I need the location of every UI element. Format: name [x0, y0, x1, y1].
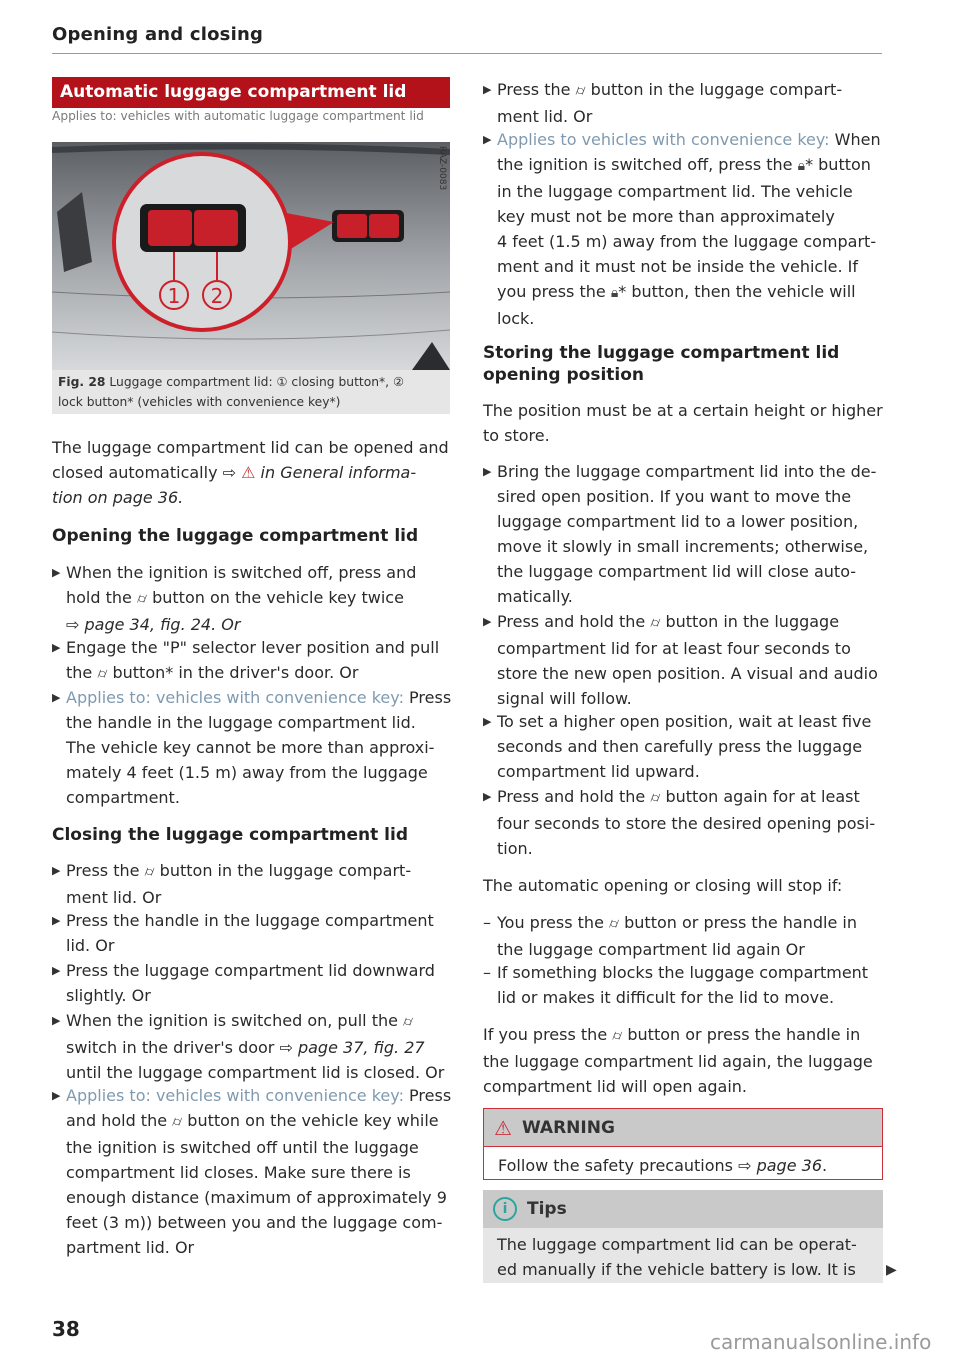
closing-bullet-1: ▶ Press the ⌭ button in the luggage compart- ment lid. Or [52, 858, 452, 910]
lid-icon: ⌭ [650, 615, 661, 631]
bullet-arrow-icon: ▶ [52, 1014, 61, 1027]
section-applies: Applies to: vehicles with automatic luggage compartment lid [52, 109, 424, 123]
page-header [52, 24, 882, 54]
intro-paragraph: The luggage compartment lid can be opened and closed automatically ⇨ ⚠ in General informa- tion on page 36. [52, 438, 449, 507]
tips-box [483, 1190, 883, 1283]
lid-icon: ⌭ [612, 1028, 623, 1044]
info-icon: i [493, 1197, 517, 1221]
warning-icon: ⚠ [241, 463, 256, 482]
lid-2x-icon: ⌭ [172, 1114, 183, 1130]
bullet-arrow-icon: ▶ [483, 133, 492, 146]
bullet-arrow-icon: ▶ [52, 691, 61, 704]
bullet-arrow-icon: ▶ [52, 641, 61, 654]
opening-bullet-3: ▶ Applies to: vehicles with convenience key: Press the handle in the luggage compartment lid. The vehicle key cannot be more than approxi- mately 4 feet (1.5 m) away from the luggage compartment. [52, 685, 452, 810]
figure-caption-text: Luggage compartment lid: ① closing button*, ② [109, 375, 405, 389]
section-title-bar: Automatic luggage compartment lid [52, 77, 450, 108]
bullet-arrow-icon: ▶ [52, 566, 61, 579]
figure-28 [52, 142, 450, 414]
lid-icon: ⌭ [575, 83, 586, 99]
bullet-arrow-icon: ▶ [483, 83, 492, 96]
figure-code: RAZ-0083 [437, 146, 447, 191]
bullet-arrow-icon: ▶ [483, 790, 492, 803]
storing-paragraph: The position must be at a certain height or higher to store. [483, 401, 883, 445]
final-paragraph: If you press the ⌭ button or press the handle in the luggage compartment lid again, the luggage compartment lid will open again. [483, 1025, 873, 1096]
bullet-arrow-icon: ▶ [52, 964, 61, 977]
stop-paragraph: The automatic opening or closing will stop if: [483, 876, 843, 895]
storing-bullet-1: ▶ Bring the luggage compartment lid into the de- sired open position. If you want to move the luggage compartment lid to a lower position, move it slowly in small increments; otherwise, the luggage compartment lid will close auto- matically. [483, 459, 883, 609]
watermark: carmanualsonline.info [710, 1330, 932, 1354]
closing-bullet-4: ▶ When the ignition is switched on, pull the ⌭ switch in the driver's door ⇨ page 37, fig. 27 until the luggage compartment lid is closed. Or [52, 1008, 452, 1085]
stop-dash-1: – You press the ⌭ button or press the handle in the luggage compartment lid again Or [483, 913, 857, 959]
tips-label: Tips [527, 1199, 567, 1219]
bullet-arrow-icon: ▶ [52, 1089, 61, 1102]
figure-caption [58, 372, 444, 412]
page-header-title: Opening and closing [52, 24, 264, 45]
opening-bullet-1: ▶ When the ignition is switched off, press and hold the ⌭ button on the vehicle key twice ⇨ page 34, fig. 24. Or [52, 560, 452, 637]
warning-label: WARNING [521, 1117, 615, 1138]
heading-storing: Storing the luggage compartment lid opening position [483, 343, 840, 385]
storing-bullet-2: ▶ Press and hold the ⌭ button in the luggage compartment lid for at least four seconds to store the new open position. A visual and audio signal will follow. [483, 609, 883, 711]
warning-box [483, 1108, 883, 1180]
storing-bullet-4: ▶ Press and hold the ⌭ button again for at least four seconds to store the desired opening posi- tion. [483, 784, 883, 861]
closing-bullet-3: ▶ Press the luggage compartment lid downward slightly. Or [52, 958, 452, 1008]
warning-text: Follow the safety precautions ⇨ page 36. [498, 1156, 828, 1175]
lid-icon: ⌭ [609, 916, 620, 932]
right-bullet-2: ▶ Applies to vehicles with convenience key: When the ignition is switched off, press the 🔒︎* button in the luggage compartment lid. The vehicle key must not be more than approximately 4 feet (1.5 m) away from the luggage compart- ment and it must not be inside the vehicle. If you press the 🔒︎* button, then the vehicle will lock. [483, 127, 883, 331]
callout-2: 2 [210, 284, 224, 308]
bullet-arrow-icon: ▶ [483, 715, 492, 728]
continue-arrow-icon: ▶ [886, 1262, 897, 1278]
bullet-arrow-icon: ▶ [52, 864, 61, 877]
figure-caption-text2: lock button* (vehicles with convenience key*) [58, 395, 341, 409]
heading-opening: Opening the luggage compartment lid [52, 526, 419, 546]
lid-icon: ⌭ [650, 790, 661, 806]
lid-icon: ⌭ [403, 1014, 414, 1030]
lid-icon: ⌭ [97, 666, 108, 682]
lid-2x-icon: ⌭ [136, 591, 148, 607]
bullet-arrow-icon: ▶ [483, 615, 492, 628]
closing-bullet-2: ▶ Press the handle in the luggage compartment lid. Or [52, 908, 452, 958]
figure-label: Fig. 28 [58, 375, 106, 389]
callout-1: 1 [167, 284, 181, 308]
luggage-lid-illustration [52, 142, 450, 370]
opening-bullet-2: ▶ Engage the "P" selector lever position and pull the ⌭ button* in the driver's door. Or [52, 635, 452, 687]
bullet-arrow-icon: ▶ [483, 465, 492, 478]
tips-header [483, 1190, 883, 1228]
lock-icon: 🔒︎ [797, 158, 806, 174]
warning-header [484, 1109, 882, 1147]
lock-icon: 🔒︎ [610, 285, 619, 301]
heading-closing: Closing the luggage compartment lid [52, 825, 408, 845]
storing-bullet-3: ▶ To set a higher open position, wait at least five seconds and then carefully press the luggage compartment lid upward. [483, 709, 883, 784]
closing-bullet-5: ▶ Applies to: vehicles with convenience key: Press and hold the ⌭ button on the vehicle key while the ignition is switched off until the luggage compartment lid closes. Make sure there is enough distance (maximum of approximately 9 feet (3 m)) between you and the luggage com- partment lid. Or [52, 1083, 452, 1260]
stop-dash-2: – If something blocks the luggage compartment lid or makes it difficult for the lid to move. [483, 963, 869, 1007]
bullet-arrow-icon: ▶ [52, 914, 61, 927]
right-bullet-1: ▶ Press the ⌭ button in the luggage compart- ment lid. Or [483, 77, 883, 129]
warning-triangle-icon: ⚠ [494, 1115, 512, 1140]
tips-text: The luggage compartment lid can be operat- ed manually if the vehicle battery is low. It is [483, 1228, 883, 1283]
lid-icon: ⌭ [144, 864, 155, 880]
page-number: 38 [52, 1317, 80, 1341]
